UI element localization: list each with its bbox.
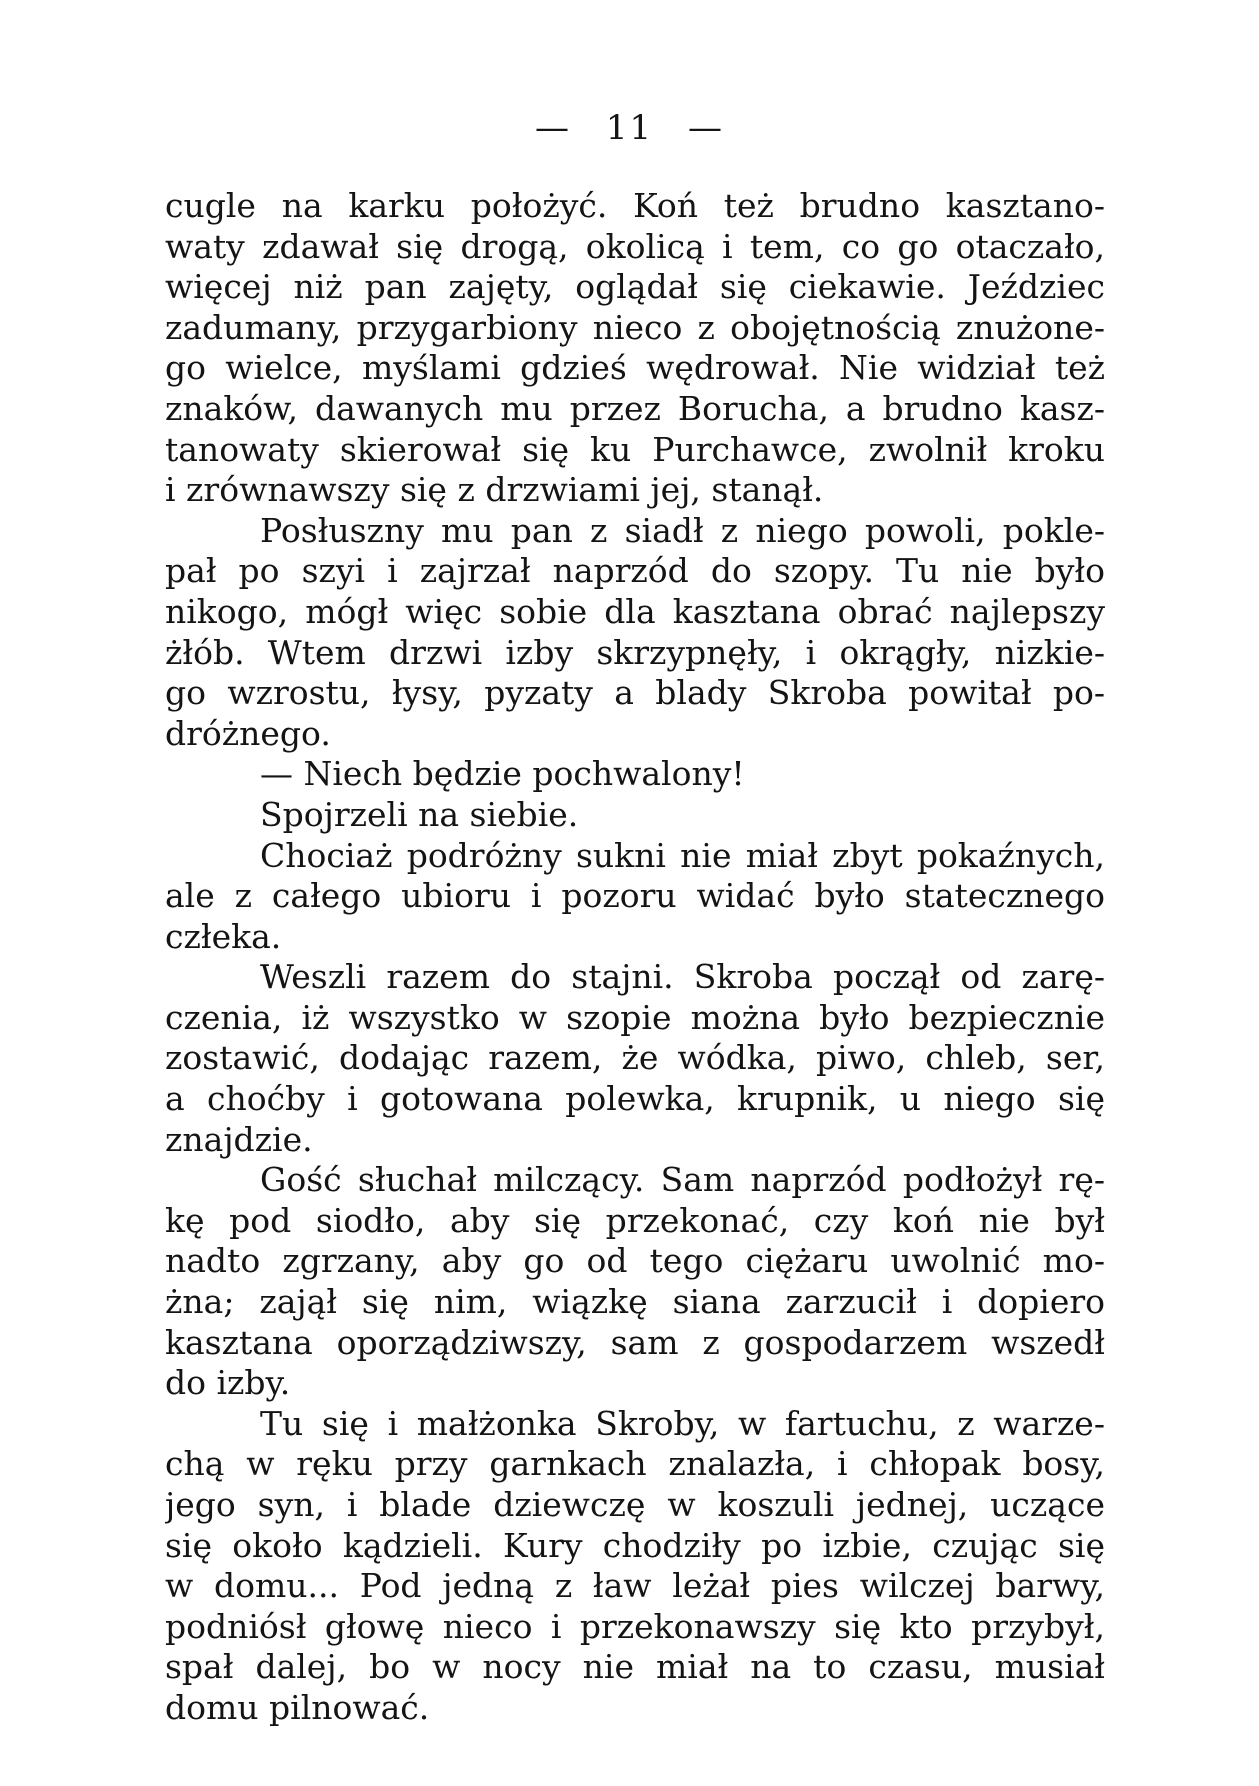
text-line: nadto zgrzany, aby go od tego ciężaru uwolnić mo-: [165, 1241, 1105, 1281]
text-line: go wzrostu, łysy, pyzaty a blady Skroba powitał po-: [165, 673, 1105, 713]
text-line: żna; zajął się nim, wiązkę siana zarzucił i dopiero: [165, 1282, 1105, 1322]
text-line: i zrównawszy się z drzwiami jej, stanął.: [165, 470, 824, 510]
text-line: kę pod siodło, aby się przekonać, czy koń nie był: [165, 1200, 1105, 1240]
text-line: kasztana oporządziwszy, sam z gospodarzem wszedł: [165, 1322, 1105, 1362]
text-line: cugle na karku położyć. Koń też brudno kasztano-: [165, 186, 1105, 225]
text-line: — Niech będzie pochwalony!: [260, 754, 745, 794]
text-line: człeka.: [165, 916, 282, 956]
text-line: do izby.: [165, 1363, 291, 1403]
text-line: zostawić, dodając razem, że wódka, piwo, chleb, ser,: [165, 1038, 1105, 1078]
text-line: go wielce, myślami gdzieś wędrował. Nie widział też: [165, 348, 1105, 388]
text-line: znajdzie.: [165, 1119, 313, 1159]
text-line: dróżnego.: [165, 713, 331, 753]
text-line: znaków, dawanych mu przez Borucha, a brudno kasz-: [165, 388, 1105, 428]
text-line: nikogo, mógł więc sobie dla kasztana obrać najlepszy: [165, 591, 1105, 631]
text-line: Tu się i małżonka Skroby, w fartuchu, z warze-: [260, 1403, 1105, 1443]
text-line: Spojrzeli na siebie.: [260, 794, 579, 834]
text-line: ale z całego ubioru i pozoru widać było statecznego: [165, 876, 1105, 916]
text-line: domu pilnować.: [165, 1687, 430, 1727]
text-line: zadumany, przygarbiony nieco z obojętnością znużone-: [165, 307, 1105, 347]
text-line: chą w ręku przy garnkach znalazła, i chłopak bosy,: [165, 1444, 1105, 1484]
body-text: [165, 186, 1105, 1729]
text-line: spał dalej, bo w nocy nie miał na to czasu, musiał: [165, 1647, 1105, 1687]
text-line: więcej niż pan zajęty, oglądał się ciekawie. Jeździec: [165, 267, 1105, 307]
text-line: a choćby i gotowana polewka, krupnik, u niego się: [165, 1079, 1105, 1119]
text-line: żłób. Wtem drzwi izby skrzypnęły, i okrągły, nizkie-: [165, 632, 1105, 672]
text-line: jego syn, i blade dziewczę w koszuli jednej, uczące: [165, 1485, 1105, 1524]
text-line: podniósł głowę nieco i przekonawszy się kto przybył,: [165, 1606, 1105, 1646]
page-header: [0, 108, 1259, 148]
text-line: czenia, iż wszystko w szopie można było bezpiecznie: [165, 997, 1105, 1037]
text-line: tanowaty skierował się ku Purchawce, zwolnił kroku: [165, 429, 1105, 469]
header-dash-right: —: [687, 108, 724, 148]
text-line: pał po szyi i zajrzał naprzód do szopy. Tu nie było: [165, 551, 1105, 591]
text-line: się około kądzieli. Kury chodziły po izbie, czując się: [165, 1525, 1105, 1565]
text-line: waty zdawał się drogą, okolicą i tem, co go otaczało,: [165, 226, 1105, 266]
text-line: w domu... Pod jedną z ław leżał pies wilczej barwy,: [165, 1566, 1105, 1606]
text-line: Gość słuchał milczący. Sam naprzód podłożył rę-: [260, 1160, 1105, 1200]
text-line: Weszli razem do stajni. Skroba począł od zarę-: [260, 957, 1105, 997]
page-number: 11: [605, 108, 654, 148]
text-line: Posłuszny mu pan z siadł z niego powoli, pokle-: [260, 510, 1105, 550]
text-line: Chociaż podróżny sukni nie miał zbyt pokaźnych,: [260, 835, 1105, 875]
header-dash-left: —: [535, 108, 572, 148]
